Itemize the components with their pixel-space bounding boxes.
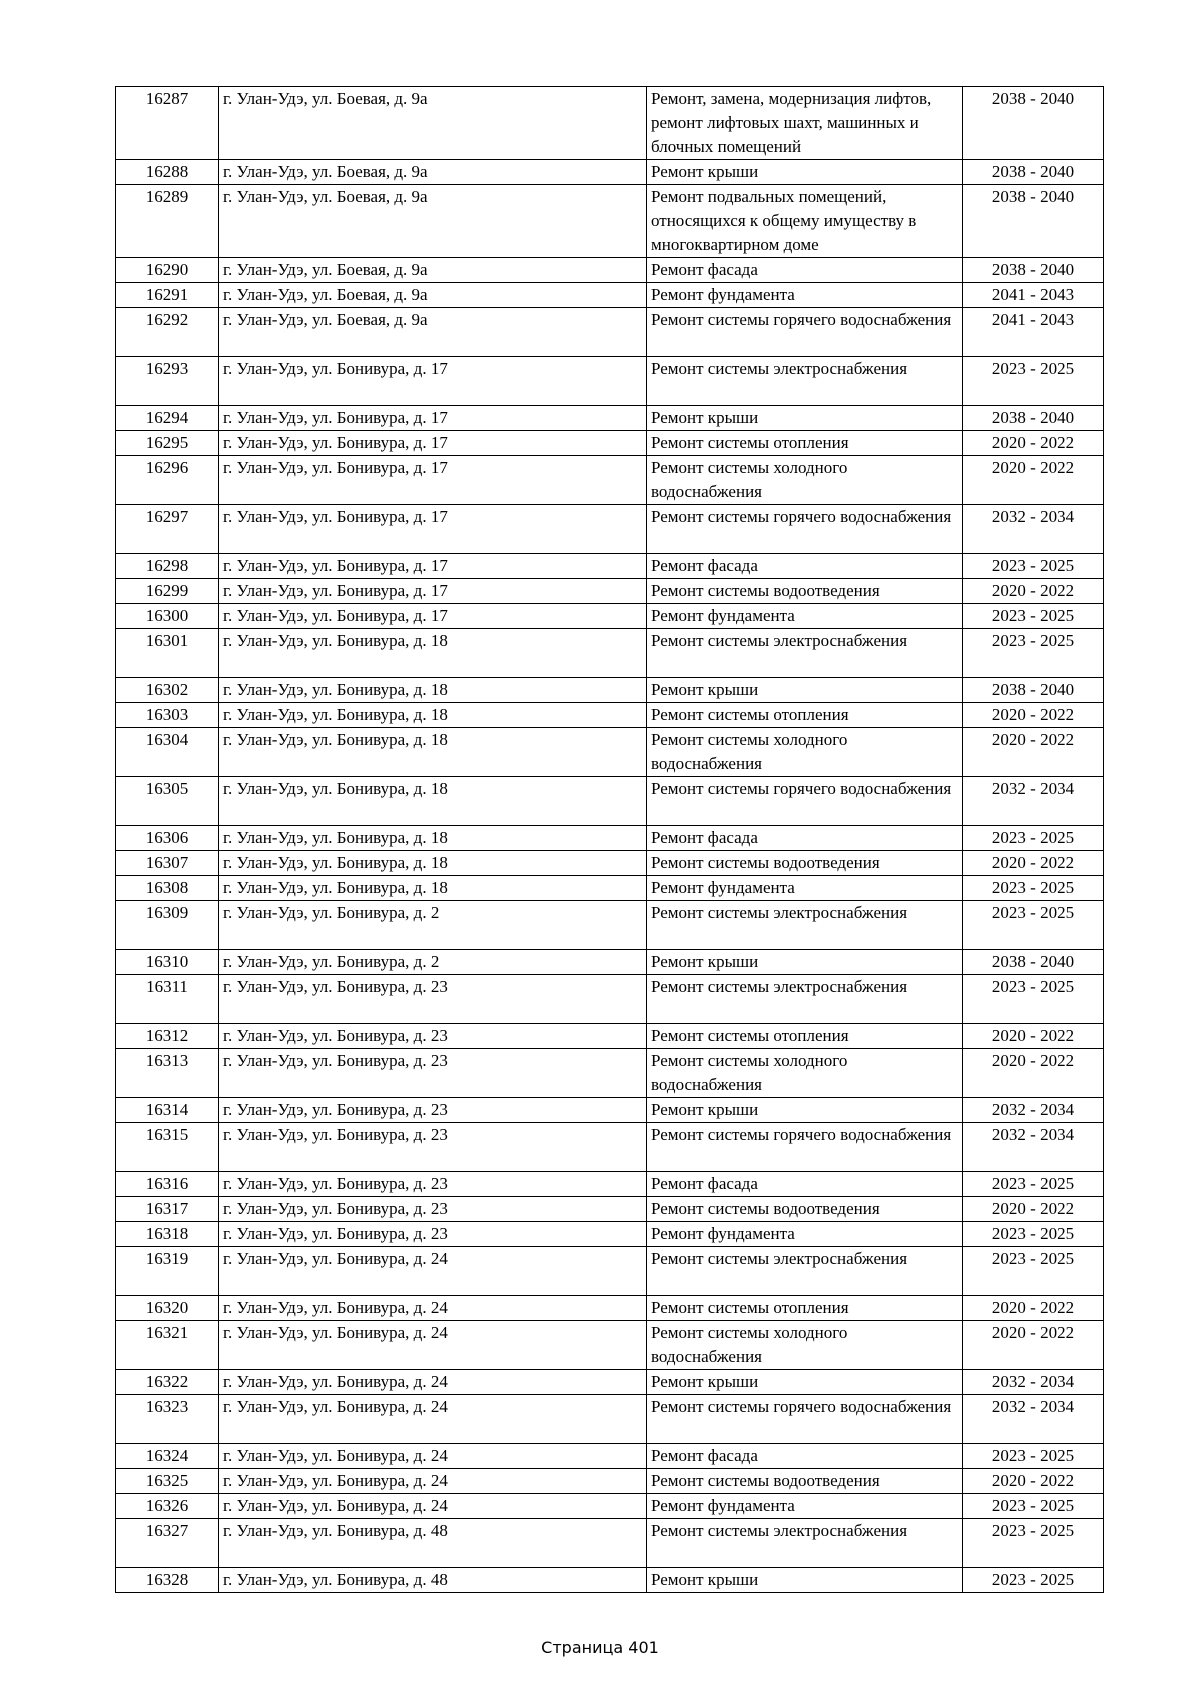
address-cell: г. Улан-Удэ, ул. Бонивура, д. 2: [219, 901, 647, 950]
table-row: [116, 1247, 1104, 1296]
work-type-cell: Ремонт фундамента: [647, 283, 963, 308]
row-number-cell: 16315: [116, 1123, 219, 1172]
row-number-cell: 16291: [116, 283, 219, 308]
row-number-cell: 16317: [116, 1197, 219, 1222]
row-number-cell: 16310: [116, 950, 219, 975]
address-cell: г. Улан-Удэ, ул. Бонивура, д. 17: [219, 579, 647, 604]
table-body: [116, 87, 1104, 1593]
work-type-cell: Ремонт системы водоотведения: [647, 851, 963, 876]
table-row: [116, 1370, 1104, 1395]
table-row: [116, 579, 1104, 604]
address-cell: г. Улан-Удэ, ул. Бонивура, д. 2: [219, 950, 647, 975]
period-cell: 2032 - 2034: [963, 1395, 1104, 1444]
period-cell: 2020 - 2022: [963, 1049, 1104, 1098]
address-cell: г. Улан-Удэ, ул. Бонивура, д. 18: [219, 678, 647, 703]
table-row: [116, 406, 1104, 431]
address-cell: г. Улан-Удэ, ул. Бонивура, д. 24: [219, 1395, 647, 1444]
row-number-cell: 16318: [116, 1222, 219, 1247]
work-type-cell: Ремонт фасада: [647, 826, 963, 851]
row-number-cell: 16300: [116, 604, 219, 629]
period-cell: 2020 - 2022: [963, 579, 1104, 604]
table-row: [116, 283, 1104, 308]
repair-schedule-table: [115, 86, 1104, 1593]
row-number-cell: 16288: [116, 160, 219, 185]
row-number-cell: 16313: [116, 1049, 219, 1098]
period-cell: 2032 - 2034: [963, 777, 1104, 826]
period-cell: 2020 - 2022: [963, 1296, 1104, 1321]
table-row: [116, 1024, 1104, 1049]
work-type-cell: Ремонт системы горячего водоснабжения: [647, 505, 963, 554]
address-cell: г. Улан-Удэ, ул. Бонивура, д. 48: [219, 1519, 647, 1568]
period-cell: 2023 - 2025: [963, 975, 1104, 1024]
work-type-cell: Ремонт крыши: [647, 1370, 963, 1395]
address-cell: г. Улан-Удэ, ул. Бонивура, д. 23: [219, 1222, 647, 1247]
address-cell: г. Улан-Удэ, ул. Бонивура, д. 24: [219, 1247, 647, 1296]
table-row: [116, 87, 1104, 160]
period-cell: 2032 - 2034: [963, 1123, 1104, 1172]
period-cell: 2041 - 2043: [963, 283, 1104, 308]
address-cell: г. Улан-Удэ, ул. Боевая, д. 9а: [219, 308, 647, 357]
row-number-cell: 16304: [116, 728, 219, 777]
work-type-cell: Ремонт системы электроснабжения: [647, 901, 963, 950]
row-number-cell: 16297: [116, 505, 219, 554]
address-cell: г. Улан-Удэ, ул. Бонивура, д. 23: [219, 1098, 647, 1123]
table-row: [116, 357, 1104, 406]
table-row: [116, 258, 1104, 283]
row-number-cell: 16299: [116, 579, 219, 604]
table-row: [116, 901, 1104, 950]
work-type-cell: Ремонт системы отопления: [647, 703, 963, 728]
row-number-cell: 16294: [116, 406, 219, 431]
address-cell: г. Улан-Удэ, ул. Бонивура, д. 23: [219, 1024, 647, 1049]
row-number-cell: 16301: [116, 629, 219, 678]
period-cell: 2032 - 2034: [963, 505, 1104, 554]
address-cell: г. Улан-Удэ, ул. Бонивура, д. 24: [219, 1296, 647, 1321]
table-row: [116, 975, 1104, 1024]
period-cell: 2032 - 2034: [963, 1370, 1104, 1395]
table-row: [116, 554, 1104, 579]
work-type-cell: Ремонт подвальных помещений, относящихся к общему имуществу в многоквартирном доме: [647, 185, 963, 258]
period-cell: 2020 - 2022: [963, 728, 1104, 777]
table-row: [116, 728, 1104, 777]
address-cell: г. Улан-Удэ, ул. Бонивура, д. 23: [219, 1172, 647, 1197]
table-row: [116, 876, 1104, 901]
work-type-cell: Ремонт системы электроснабжения: [647, 357, 963, 406]
row-number-cell: 16316: [116, 1172, 219, 1197]
period-cell: 2023 - 2025: [963, 876, 1104, 901]
table-row: [116, 629, 1104, 678]
table-row: [116, 851, 1104, 876]
period-cell: 2032 - 2034: [963, 1098, 1104, 1123]
work-type-cell: Ремонт, замена, модернизация лифтов, ремонт лифтовых шахт, машинных и блочных помещений: [647, 87, 963, 160]
period-cell: 2023 - 2025: [963, 629, 1104, 678]
address-cell: г. Улан-Удэ, ул. Бонивура, д. 17: [219, 554, 647, 579]
period-cell: 2020 - 2022: [963, 703, 1104, 728]
address-cell: г. Улан-Удэ, ул. Бонивура, д. 24: [219, 1469, 647, 1494]
period-cell: 2023 - 2025: [963, 1247, 1104, 1296]
row-number-cell: 16327: [116, 1519, 219, 1568]
row-number-cell: 16303: [116, 703, 219, 728]
page-number: Страница 401: [541, 1638, 659, 1657]
address-cell: г. Улан-Удэ, ул. Бонивура, д. 18: [219, 851, 647, 876]
work-type-cell: Ремонт крыши: [647, 160, 963, 185]
table-row: [116, 1469, 1104, 1494]
row-number-cell: 16320: [116, 1296, 219, 1321]
row-number-cell: 16321: [116, 1321, 219, 1370]
period-cell: 2020 - 2022: [963, 1197, 1104, 1222]
row-number-cell: 16325: [116, 1469, 219, 1494]
row-number-cell: 16324: [116, 1444, 219, 1469]
table-row: [116, 1296, 1104, 1321]
table-row: [116, 1123, 1104, 1172]
address-cell: г. Улан-Удэ, ул. Бонивура, д. 18: [219, 876, 647, 901]
table-row: [116, 1568, 1104, 1593]
period-cell: 2041 - 2043: [963, 308, 1104, 357]
row-number-cell: 16322: [116, 1370, 219, 1395]
table-row: [116, 826, 1104, 851]
address-cell: г. Улан-Удэ, ул. Бонивура, д. 18: [219, 728, 647, 777]
work-type-cell: Ремонт крыши: [647, 950, 963, 975]
work-type-cell: Ремонт фундамента: [647, 1494, 963, 1519]
work-type-cell: Ремонт системы отопления: [647, 1024, 963, 1049]
period-cell: 2020 - 2022: [963, 1469, 1104, 1494]
period-cell: 2023 - 2025: [963, 901, 1104, 950]
row-number-cell: 16298: [116, 554, 219, 579]
address-cell: г. Улан-Удэ, ул. Бонивура, д. 17: [219, 406, 647, 431]
row-number-cell: 16287: [116, 87, 219, 160]
table-row: [116, 456, 1104, 505]
work-type-cell: Ремонт системы отопления: [647, 1296, 963, 1321]
table-row: [116, 185, 1104, 258]
row-number-cell: 16328: [116, 1568, 219, 1593]
work-type-cell: Ремонт системы электроснабжения: [647, 1247, 963, 1296]
table-row: [116, 678, 1104, 703]
period-cell: 2023 - 2025: [963, 1172, 1104, 1197]
address-cell: г. Улан-Удэ, ул. Боевая, д. 9а: [219, 258, 647, 283]
work-type-cell: Ремонт системы холодного водоснабжения: [647, 456, 963, 505]
table-row: [116, 160, 1104, 185]
work-type-cell: Ремонт системы водоотведения: [647, 579, 963, 604]
row-number-cell: 16326: [116, 1494, 219, 1519]
address-cell: г. Улан-Удэ, ул. Бонивура, д. 17: [219, 505, 647, 554]
address-cell: г. Улан-Удэ, ул. Бонивура, д. 17: [219, 604, 647, 629]
address-cell: г. Улан-Удэ, ул. Бонивура, д. 24: [219, 1370, 647, 1395]
work-type-cell: Ремонт крыши: [647, 678, 963, 703]
table-row: [116, 703, 1104, 728]
row-number-cell: 16307: [116, 851, 219, 876]
work-type-cell: Ремонт системы электроснабжения: [647, 1519, 963, 1568]
work-type-cell: Ремонт фундамента: [647, 604, 963, 629]
table-row: [116, 1494, 1104, 1519]
work-type-cell: Ремонт системы холодного водоснабжения: [647, 728, 963, 777]
work-type-cell: Ремонт системы водоотведения: [647, 1469, 963, 1494]
row-number-cell: 16308: [116, 876, 219, 901]
period-cell: 2023 - 2025: [963, 554, 1104, 579]
table-row: [116, 308, 1104, 357]
work-type-cell: Ремонт крыши: [647, 1098, 963, 1123]
table-row: [116, 1395, 1104, 1444]
row-number-cell: 16290: [116, 258, 219, 283]
period-cell: 2038 - 2040: [963, 87, 1104, 160]
table-row: [116, 1222, 1104, 1247]
row-number-cell: 16293: [116, 357, 219, 406]
table-row: [116, 604, 1104, 629]
address-cell: г. Улан-Удэ, ул. Бонивура, д. 23: [219, 1049, 647, 1098]
address-cell: г. Улан-Удэ, ул. Бонивура, д. 24: [219, 1444, 647, 1469]
row-number-cell: 16289: [116, 185, 219, 258]
table-row: [116, 1321, 1104, 1370]
work-type-cell: Ремонт системы холодного водоснабжения: [647, 1321, 963, 1370]
period-cell: 2023 - 2025: [963, 1222, 1104, 1247]
period-cell: 2038 - 2040: [963, 160, 1104, 185]
address-cell: г. Улан-Удэ, ул. Боевая, д. 9а: [219, 160, 647, 185]
address-cell: г. Улан-Удэ, ул. Бонивура, д. 18: [219, 777, 647, 826]
table-row: [116, 1519, 1104, 1568]
address-cell: г. Улан-Удэ, ул. Бонивура, д. 18: [219, 703, 647, 728]
work-type-cell: Ремонт фасада: [647, 258, 963, 283]
address-cell: г. Улан-Удэ, ул. Бонивура, д. 48: [219, 1568, 647, 1593]
period-cell: 2023 - 2025: [963, 1519, 1104, 1568]
work-type-cell: Ремонт системы горячего водоснабжения: [647, 1395, 963, 1444]
period-cell: 2023 - 2025: [963, 1494, 1104, 1519]
row-number-cell: 16312: [116, 1024, 219, 1049]
address-cell: г. Улан-Удэ, ул. Бонивура, д. 23: [219, 1197, 647, 1222]
work-type-cell: Ремонт системы отопления: [647, 431, 963, 456]
address-cell: г. Улан-Удэ, ул. Бонивура, д. 24: [219, 1494, 647, 1519]
address-cell: г. Улан-Удэ, ул. Бонивура, д. 17: [219, 431, 647, 456]
work-type-cell: Ремонт системы водоотведения: [647, 1197, 963, 1222]
work-type-cell: Ремонт системы горячего водоснабжения: [647, 777, 963, 826]
address-cell: г. Улан-Удэ, ул. Бонивура, д. 17: [219, 357, 647, 406]
period-cell: 2020 - 2022: [963, 851, 1104, 876]
table-row: [116, 1197, 1104, 1222]
address-cell: г. Улан-Удэ, ул. Бонивура, д. 23: [219, 1123, 647, 1172]
address-cell: г. Улан-Удэ, ул. Боевая, д. 9а: [219, 87, 647, 160]
period-cell: 2020 - 2022: [963, 456, 1104, 505]
row-number-cell: 16306: [116, 826, 219, 851]
table-row: [116, 950, 1104, 975]
row-number-cell: 16311: [116, 975, 219, 1024]
period-cell: 2038 - 2040: [963, 406, 1104, 431]
work-type-cell: Ремонт системы горячего водоснабжения: [647, 1123, 963, 1172]
period-cell: 2020 - 2022: [963, 431, 1104, 456]
table-row: [116, 431, 1104, 456]
work-type-cell: Ремонт крыши: [647, 406, 963, 431]
table-row: [116, 1098, 1104, 1123]
row-number-cell: 16309: [116, 901, 219, 950]
address-cell: г. Улан-Удэ, ул. Бонивура, д. 18: [219, 629, 647, 678]
row-number-cell: 16319: [116, 1247, 219, 1296]
work-type-cell: Ремонт крыши: [647, 1568, 963, 1593]
address-cell: г. Улан-Удэ, ул. Бонивура, д. 17: [219, 456, 647, 505]
address-cell: г. Улан-Удэ, ул. Бонивура, д. 24: [219, 1321, 647, 1370]
work-type-cell: Ремонт фасада: [647, 1172, 963, 1197]
period-cell: 2023 - 2025: [963, 826, 1104, 851]
row-number-cell: 16305: [116, 777, 219, 826]
address-cell: г. Улан-Удэ, ул. Боевая, д. 9а: [219, 283, 647, 308]
table-row: [116, 777, 1104, 826]
period-cell: 2020 - 2022: [963, 1024, 1104, 1049]
row-number-cell: 16292: [116, 308, 219, 357]
row-number-cell: 16295: [116, 431, 219, 456]
work-type-cell: Ремонт системы горячего водоснабжения: [647, 308, 963, 357]
address-cell: г. Улан-Удэ, ул. Боевая, д. 9а: [219, 185, 647, 258]
row-number-cell: 16302: [116, 678, 219, 703]
work-type-cell: Ремонт фасада: [647, 1444, 963, 1469]
period-cell: 2023 - 2025: [963, 1568, 1104, 1593]
work-type-cell: Ремонт системы электроснабжения: [647, 629, 963, 678]
work-type-cell: Ремонт системы электроснабжения: [647, 975, 963, 1024]
period-cell: 2038 - 2040: [963, 678, 1104, 703]
period-cell: 2038 - 2040: [963, 258, 1104, 283]
row-number-cell: 16314: [116, 1098, 219, 1123]
period-cell: 2020 - 2022: [963, 1321, 1104, 1370]
period-cell: 2023 - 2025: [963, 604, 1104, 629]
address-cell: г. Улан-Удэ, ул. Бонивура, д. 23: [219, 975, 647, 1024]
period-cell: 2038 - 2040: [963, 185, 1104, 258]
table-row: [116, 505, 1104, 554]
row-number-cell: 16323: [116, 1395, 219, 1444]
period-cell: 2023 - 2025: [963, 1444, 1104, 1469]
table-row: [116, 1444, 1104, 1469]
work-type-cell: Ремонт фундамента: [647, 876, 963, 901]
row-number-cell: 16296: [116, 456, 219, 505]
work-type-cell: Ремонт фасада: [647, 554, 963, 579]
period-cell: 2038 - 2040: [963, 950, 1104, 975]
work-type-cell: Ремонт фундамента: [647, 1222, 963, 1247]
table-row: [116, 1049, 1104, 1098]
table-row: [116, 1172, 1104, 1197]
work-type-cell: Ремонт системы холодного водоснабжения: [647, 1049, 963, 1098]
period-cell: 2023 - 2025: [963, 357, 1104, 406]
address-cell: г. Улан-Удэ, ул. Бонивура, д. 18: [219, 826, 647, 851]
